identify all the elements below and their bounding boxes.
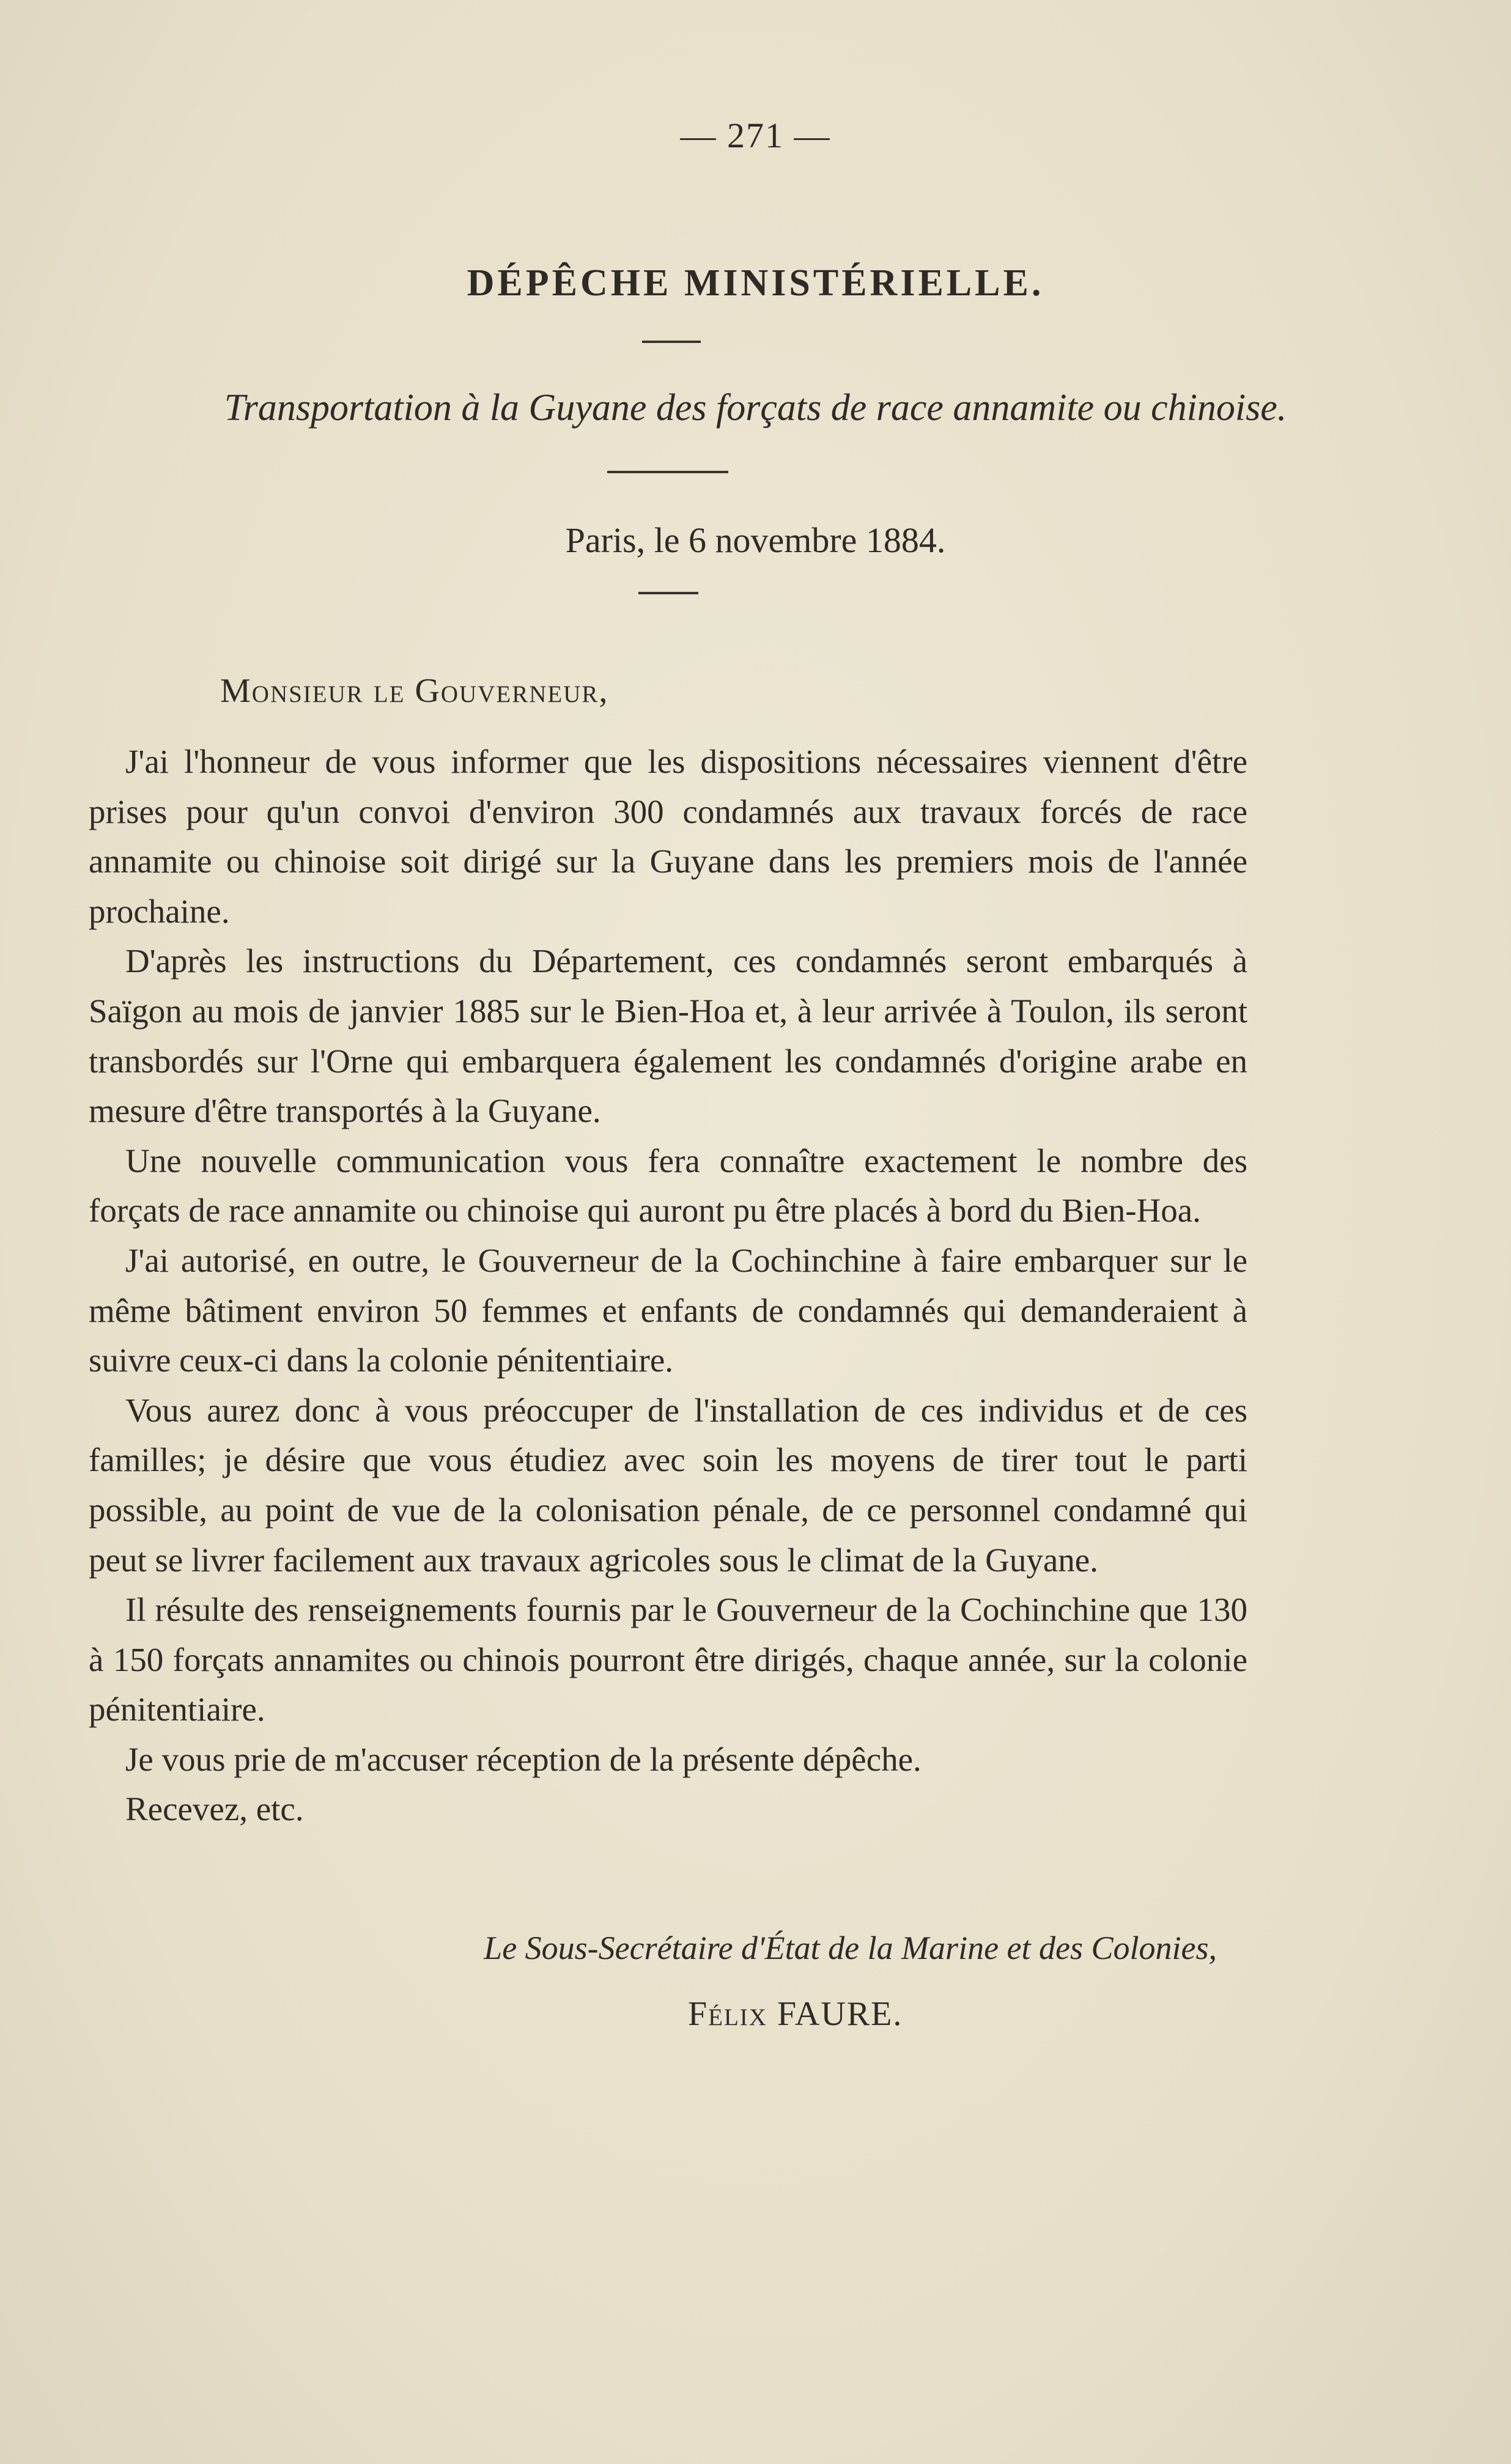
signature-name: Félix FAURE. xyxy=(688,1995,903,2033)
dateline: Paris, le 6 novembre 1884. xyxy=(565,520,946,560)
date-divider xyxy=(638,592,698,594)
paragraph: Je vous prie de m'accuser réception de la présente dépêche. xyxy=(125,1740,922,1778)
paragraph: Il résulte des renseignements fournis par le Gouverneur de la Cochinchine que 130 à 150 forçats annamites ou chinois pourront être dirigés, chaque année, sur la colonie pénitentiaire. xyxy=(89,1591,1247,1728)
subject-divider xyxy=(607,471,728,473)
document-subject: Transportation à la Guyane des forçats de race annamite ou chinoise. xyxy=(224,387,1287,429)
page-number: — 271 — xyxy=(680,116,831,155)
paragraph: J'ai autorisé, en outre, le Gouverneur de la Cochinchine à faire embarquer sur le même bâtiment environ 50 femmes et enfants de condamnés qui demanderaient à suivre ceux-ci dans la colonie pénitentiaire. xyxy=(89,1241,1247,1379)
title-divider xyxy=(642,341,701,343)
paragraph: Une nouvelle communication vous fera connaître exactement le nombre des forçats de race annamite ou chinoise qui auront pu être placés à bord du Bien-Hoa. xyxy=(89,1142,1247,1230)
paragraph: J'ai l'honneur de vous informer que les dispositions nécessaires viennent d'être prises pour qu'un convoi d'environ 300 condamnés aux travaux forcés de race annamite ou chinoise soit dirigé sur la Guyane dans les premiers mois de l'année prochaine. xyxy=(89,743,1247,930)
paragraph: Vous aurez donc à vous préoccuper de l'installation de ces individus et de ces familles; je désire que vous étudiez avec soin les moyens de tirer tout le parti possible, au point de vue de la colonisation pénale, de ce personnel condamné qui peut se livrer facilement aux travaux agricoles sous le climat de la Guyane. xyxy=(89,1391,1247,1579)
signature-title: Le Sous-Secrétaire d'État de la Marine et des Colonies, xyxy=(484,1930,1217,1966)
document-title: DÉPÊCHE MINISTÉRIELLE. xyxy=(467,262,1044,304)
paragraph: D'après les instructions du Département, ces condamnés seront embarqués à Saïgon au mois de janvier 1885 sur le Bien-Hoa et, à leur arrivée à Toulon, ils seront transbordés sur l'Orne qui embarquera également les condamnés d'origine arabe en mesure d'être transportés à la Guyane. xyxy=(89,942,1247,1130)
paragraph: Recevez, etc. xyxy=(125,1790,304,1828)
letter-body xyxy=(89,737,1247,1834)
salutation: Monsieur le Gouverneur, xyxy=(220,672,609,710)
